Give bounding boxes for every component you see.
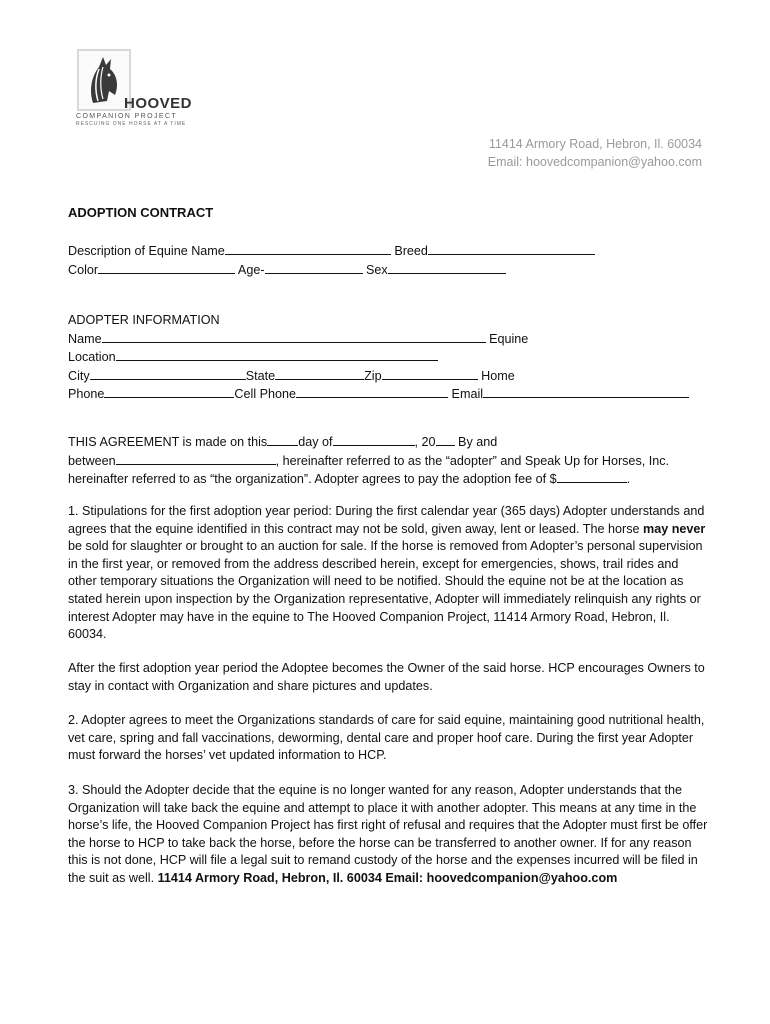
adopter-name-field[interactable] xyxy=(102,330,486,343)
home-label: Home xyxy=(481,368,515,383)
contact-block xyxy=(488,135,702,171)
clause-text: After the first adoption year period the Adoptee becomes the Owner of the said horse. HCP encourages Owners to stay in contact with Organization and share pictures and updates. xyxy=(68,661,705,693)
agreement-month-field[interactable] xyxy=(333,433,415,446)
equine-name-label: Description of Equine Name xyxy=(68,244,225,258)
clause-2 xyxy=(68,712,708,765)
logo-name: HOOVED xyxy=(124,95,193,112)
breed-field[interactable] xyxy=(428,242,595,255)
equine-name-field[interactable] xyxy=(225,242,391,255)
location-field[interactable] xyxy=(116,348,438,361)
adopter-name-label: Name xyxy=(68,331,102,346)
contact-email: Email: hoovedcompanion@yahoo.com xyxy=(487,155,702,169)
agreement-day-field[interactable] xyxy=(267,433,298,446)
agreement-section xyxy=(68,433,708,489)
zip-label: Zip xyxy=(364,368,382,383)
phone-label: Phone xyxy=(68,387,105,402)
clause-3 xyxy=(68,782,708,888)
age-label: Age- xyxy=(237,262,265,277)
organization-logo xyxy=(72,46,212,132)
phone-field[interactable] xyxy=(104,385,234,398)
clause-text: 1. Stipulations for the first adoption year period: During the first calendar year (365 days) Adopter understands and agrees that the equine identified in this contract may not be sold, given away, lent or leased. The horse xyxy=(68,504,705,536)
clause-emphasis: may never xyxy=(643,521,706,536)
sex-field[interactable] xyxy=(388,261,506,274)
clause-contact: 11414 Armory Road, Hebron, Il. 60034 Email: hoovedcompanion@yahoo.com xyxy=(157,870,618,885)
cell-phone-field[interactable] xyxy=(296,385,448,398)
logo-subtitle: COMPANION PROJECT xyxy=(76,113,178,120)
clause-1 xyxy=(68,503,708,644)
agreement-text: , 20 xyxy=(414,435,436,449)
state-label: State xyxy=(245,368,276,383)
agreement-text: , hereinafter referred to as the “adopter” and Speak Up for Horses, Inc. xyxy=(275,453,670,468)
agreement-text: By and xyxy=(454,435,498,449)
cell-phone-label: Cell Phone xyxy=(234,387,297,402)
adoption-fee-field[interactable] xyxy=(557,470,627,483)
agreement-text: THIS AGREEMENT is made on this xyxy=(68,435,268,449)
city-field[interactable] xyxy=(90,367,246,380)
agreement-text: day of xyxy=(298,435,333,449)
adopter-section xyxy=(68,312,708,404)
color-field[interactable] xyxy=(98,261,235,274)
agreement-text: between xyxy=(68,453,116,468)
location-label: Location xyxy=(68,350,116,365)
logo-tagline: RESCUING ONE HORSE AT A TIME xyxy=(76,121,187,127)
agreement-text: hereinafter referred to as “the organization”. Adopter agrees to pay the adoption fee of $ xyxy=(68,472,557,487)
equine-section xyxy=(68,242,708,279)
zip-field[interactable] xyxy=(382,367,478,380)
adopter-heading: ADOPTER INFORMATION xyxy=(68,313,220,327)
page-title: ADOPTION CONTRACT xyxy=(68,205,214,220)
sex-label: Sex xyxy=(366,262,388,277)
equine-location-label: Equine xyxy=(489,331,529,346)
clause-text: 3. Should the Adopter decide that the equine is no longer wanted for any reason, Adopter understands that the Organization will take back the equine and attempt to place it with another adopter. This means at any time in the horse’s life, the Hooved Companion Project has first right of refusal and requires that the Adopter must first be offer the horse to HCP to take back the horse, before the horse can be transferred to another owner. If for any reason this is not done, HCP will file a legal suit to remand custody of the horse and the expenses incurred will be filed in the suit as well. xyxy=(68,783,708,885)
agreement-text: . xyxy=(626,472,631,487)
clause-text: be sold for slaughter or brought to an auction for sale. If the horse is removed from Adopter’s personal supervision in the first year, or removed from the address described herein, except for emergencies, shows, trail rides and other temporary situations the Organization will need to be notified. Should the equine not be at the location as stated herein upon inspection by the Organization representative, Adopter will immediately relinquish any rights or interest Adopter may have in the equine to The Hooved Companion Project, 11414 Armory Road, Hebron, Il. 60034. xyxy=(68,539,703,642)
email-field[interactable] xyxy=(483,385,689,398)
city-label: City xyxy=(68,368,90,383)
color-label: Color xyxy=(68,262,99,277)
breed-label: Breed xyxy=(394,244,428,258)
age-field[interactable] xyxy=(265,261,363,274)
clause-text: 2. Adopter agrees to meet the Organizations standards of care for said equine, maintaining good nutritional health, vet care, spring and fall vaccinations, deworming, dental care and proper hoof care. During the first year Adopter must forward the horses’ vet updated information to HCP. xyxy=(68,713,705,763)
contact-address: 11414 Armory Road, Hebron, Il. 60034 xyxy=(488,137,702,151)
agreement-year-field[interactable] xyxy=(436,433,455,446)
state-field[interactable] xyxy=(275,367,364,380)
horse-head-icon xyxy=(77,49,131,111)
email-label: Email xyxy=(451,387,484,402)
between-party-field[interactable] xyxy=(116,452,276,465)
after-first-year-paragraph xyxy=(68,660,708,695)
